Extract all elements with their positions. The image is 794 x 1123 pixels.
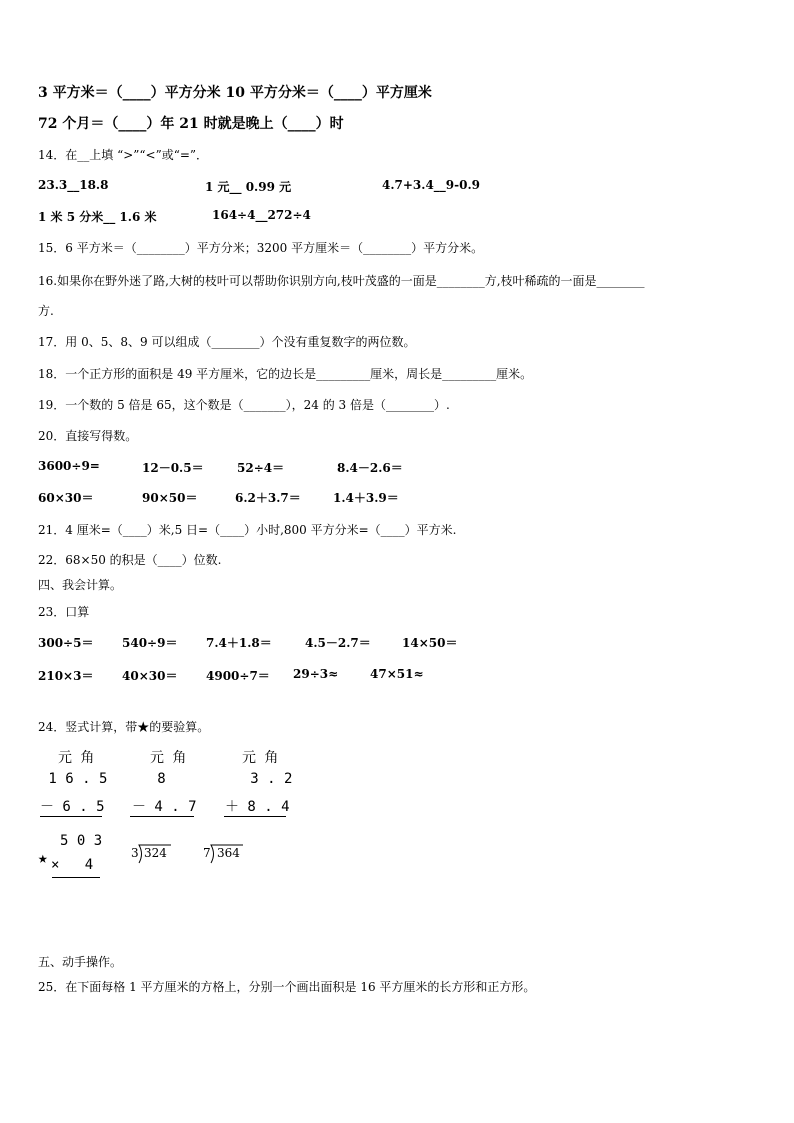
mul-rule xyxy=(52,877,100,878)
q20-r2-c2: 90×50＝ xyxy=(142,491,198,505)
q20-r2-c4: 1.4＋3.9＝ xyxy=(333,491,399,505)
question-23: 23．口算 xyxy=(38,605,90,619)
vert1-top: 1 6 . 5 xyxy=(40,771,108,787)
star-icon: ★ xyxy=(38,848,48,867)
mul-bottom: × 4 xyxy=(51,857,94,873)
vert2-top: 8 xyxy=(132,771,166,787)
q20-r2-c3: 6.2＋3.7＝ xyxy=(235,491,301,505)
q23-r2-c5: 47×51≈ xyxy=(370,667,424,681)
section-4-heading: 四、我会计算。 xyxy=(38,578,123,592)
q23-r2-c3: 4900÷7＝ xyxy=(206,669,270,683)
question-18: 18．一个正方形的面积是 49 平方厘米，它的边长是_________厘米，周长是_________厘米。 xyxy=(38,367,533,381)
q20-r1-c4: 8.4－2.6＝ xyxy=(337,461,403,475)
q23-r1-c1: 300÷5＝ xyxy=(38,636,94,650)
q20-r2-c1: 60×30＝ xyxy=(38,491,94,505)
q23-r1-c2: 540÷9＝ xyxy=(122,636,178,650)
q14-item-e: 164÷4__272÷4 xyxy=(212,208,311,222)
div1-divisor: 3 xyxy=(131,846,139,860)
q23-r2-c2: 40×30＝ xyxy=(122,669,178,683)
vert3-rule xyxy=(224,816,286,817)
question-15: 15．6 平方米＝（________）平方分米；3200 平方厘米＝（________）平方分米。 xyxy=(38,241,484,255)
q20-r1-c3: 52÷4＝ xyxy=(237,461,285,475)
line-area-conversion: 3 平方米＝（____）平方分米 10 平方分米＝（____）平方厘米 xyxy=(38,85,432,101)
vert2-rule xyxy=(130,816,194,817)
q14-item-c: 4.7+3.4__9-0.9 xyxy=(382,178,481,192)
mul-top: 5 0 3 xyxy=(60,833,103,849)
vert3-bottom: ＋ 8 . 4 xyxy=(225,799,290,815)
q23-r2-c4: 29÷3≈ xyxy=(293,667,339,681)
q20-r1-c2: 12－0.5＝ xyxy=(142,461,204,475)
q23-r1-c3: 7.4＋1.8＝ xyxy=(206,636,272,650)
q20-r1-c1: 3600÷9= xyxy=(38,459,100,473)
div2-divisor: 7 xyxy=(203,846,211,860)
q23-r2-c1: 210×3＝ xyxy=(38,669,94,683)
q14-item-a: 23.3__18.8 xyxy=(38,178,109,192)
section-5-heading: 五、动手操作。 xyxy=(38,955,123,969)
vert3-top: 3 . 2 xyxy=(225,771,293,787)
question-20: 20．直接写得数。 xyxy=(38,429,138,443)
q14-item-b: 1 元__ 0.99 元 xyxy=(205,180,292,194)
question-24: 24．竖式计算，带★的要验算。 xyxy=(38,720,210,734)
div1-dividend: 324 xyxy=(144,846,167,860)
vert2-bottom: － 4 . 7 xyxy=(132,799,197,815)
q23-r1-c4: 4.5－2.7＝ xyxy=(305,636,371,650)
vert1-rule xyxy=(40,816,102,817)
vert1-header: 元 角 xyxy=(58,750,95,766)
question-17: 17．用 0、5、8、9 可以组成（________）个没有重复数字的两位数。 xyxy=(38,335,416,349)
question-21: 21．4 厘米=（____）米,5 日=（____）小时,800 平方分米=（____）平方米. xyxy=(38,523,457,537)
line-time-conversion: 72 个月＝（____）年 21 时就是晚上（____）时 xyxy=(38,116,344,132)
question-16-cont: 方. xyxy=(38,304,54,318)
vert3-header: 元 角 xyxy=(242,750,279,766)
q14-item-d: 1 米 5 分米__ 1.6 米 xyxy=(38,210,157,224)
question-22: 22．68×50 的积是（____）位数. xyxy=(38,553,222,567)
vert1-bottom: － 6 . 5 xyxy=(40,799,105,815)
div2-dividend: 364 xyxy=(217,846,240,860)
question-16: 16.如果你在野外迷了路,大树的枝叶可以帮助你识别方向,枝叶茂盛的一面是________方,枝叶稀疏的一面是________ xyxy=(38,274,645,288)
question-19: 19．一个数的 5 倍是 65，这个数是（_______），24 的 3 倍是（________）. xyxy=(38,398,450,412)
question-25: 25．在下面每格 1 平方厘米的方格上，分别一个画出面积是 16 平方厘米的长方形和正方形。 xyxy=(38,980,536,994)
q23-r1-c5: 14×50＝ xyxy=(402,636,458,650)
vert2-header: 元 角 xyxy=(150,750,187,766)
question-14: 14．在__上填 “>”“<”或“=”． xyxy=(38,148,209,162)
